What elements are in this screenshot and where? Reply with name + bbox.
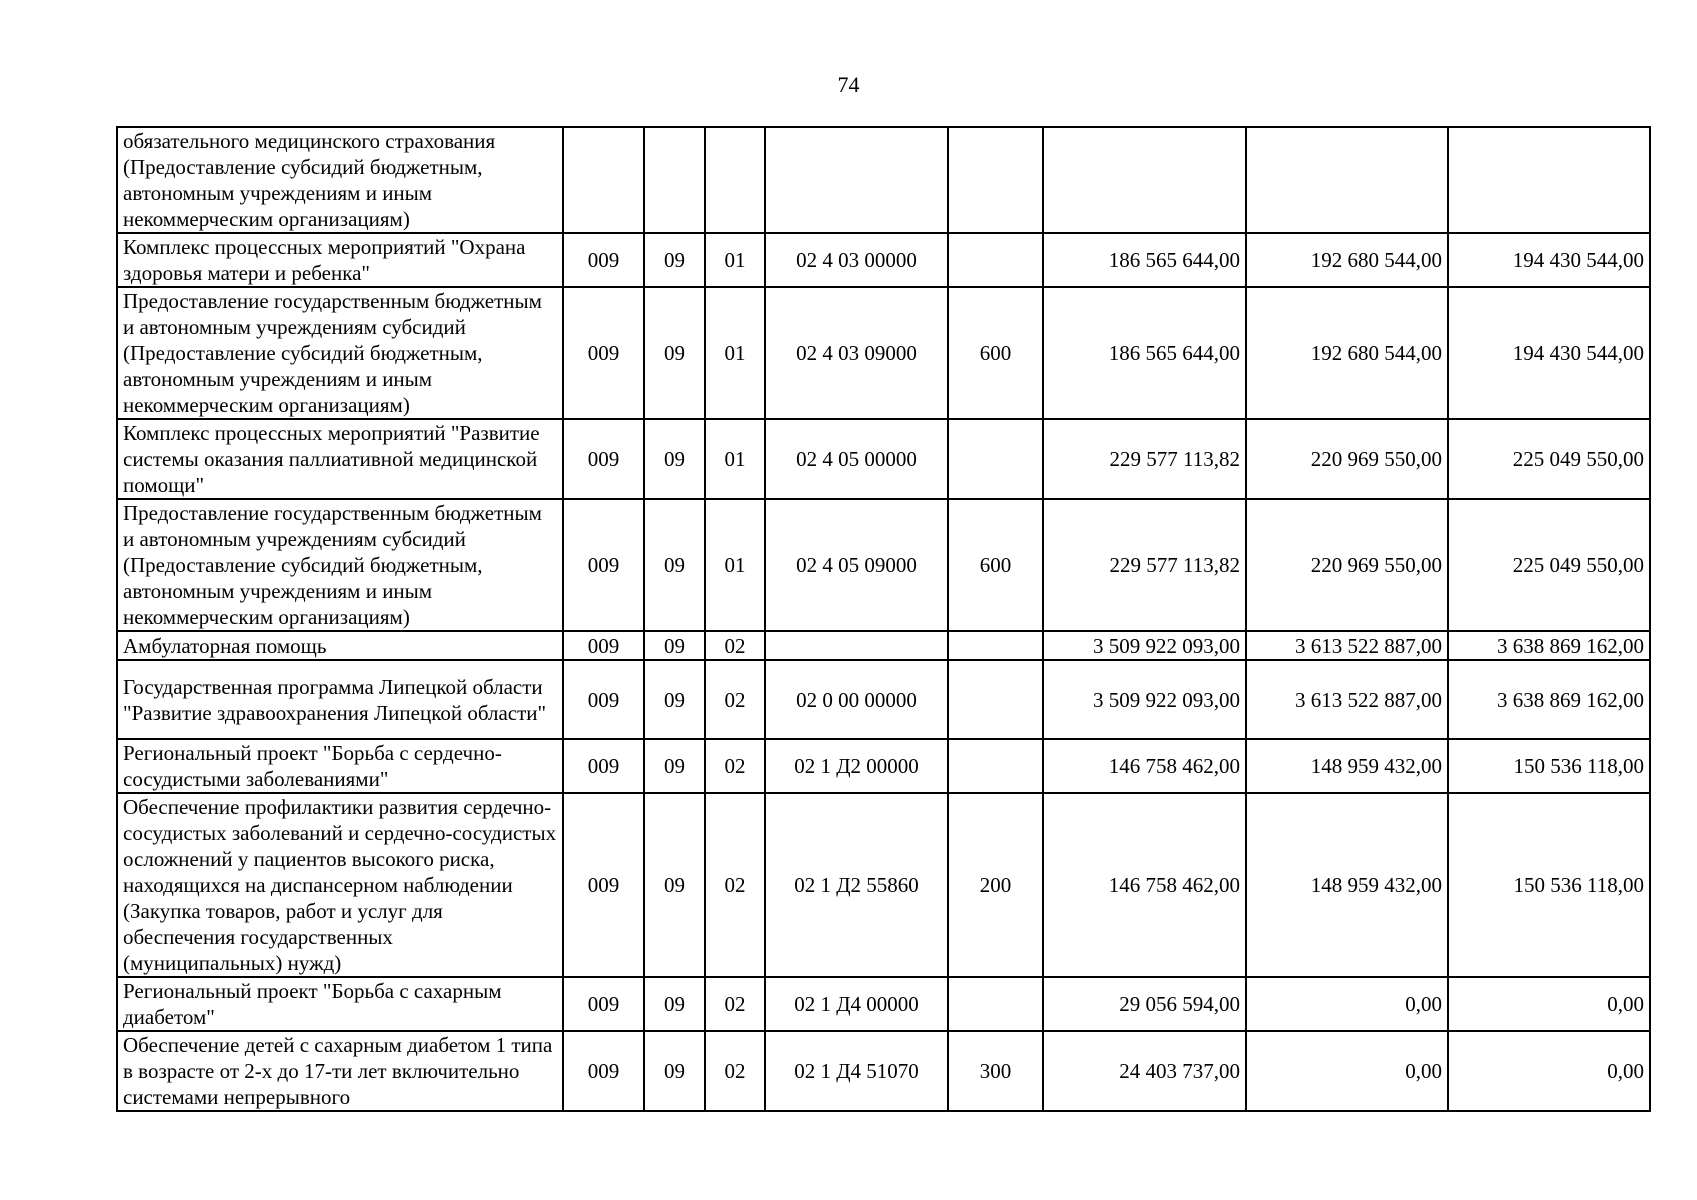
table-row: [117, 793, 1650, 977]
amount-year-2-cell: 148 959 432,00: [1246, 793, 1448, 977]
amount-year-3-cell: 150 536 118,00: [1448, 739, 1650, 793]
amount-year-2-cell: 220 969 550,00: [1246, 499, 1448, 631]
row-name-cell: Предоставление государственным бюджетным и автономным учреждениям субсидий (Предоставление субсидий бюджетным, автономным учреждениям и иным некоммерческим организациям): [117, 499, 563, 631]
ministry-code-cell: 009: [563, 977, 644, 1031]
target-article-cell: [765, 127, 948, 233]
amount-year-1-cell: 229 577 113,82: [1043, 419, 1246, 499]
subsection-code-cell: [705, 127, 765, 233]
row-name-cell: Комплекс процессных мероприятий "Развитие системы оказания паллиативной медицинской помощи": [117, 419, 563, 499]
ministry-code-cell: 009: [563, 793, 644, 977]
budget-table-body: [117, 127, 1650, 1111]
section-code-cell: 09: [644, 419, 705, 499]
section-code-cell: 09: [644, 739, 705, 793]
amount-year-3-cell: 0,00: [1448, 977, 1650, 1031]
amount-year-3-cell: 150 536 118,00: [1448, 793, 1650, 977]
amount-year-1-cell: 146 758 462,00: [1043, 739, 1246, 793]
amount-year-3-cell: 3 638 869 162,00: [1448, 631, 1650, 660]
target-article-cell: 02 4 05 00000: [765, 419, 948, 499]
amount-year-1-cell: 146 758 462,00: [1043, 793, 1246, 977]
table-row: [117, 287, 1650, 419]
amount-year-2-cell: 192 680 544,00: [1246, 233, 1448, 287]
ministry-code-cell: 009: [563, 419, 644, 499]
subsection-code-cell: 02: [705, 739, 765, 793]
row-name-cell: Комплекс процессных мероприятий "Охрана здоровья матери и ребенка": [117, 233, 563, 287]
amount-year-1-cell: 29 056 594,00: [1043, 977, 1246, 1031]
expense-type-cell: 300: [948, 1031, 1043, 1111]
expense-type-cell: [948, 977, 1043, 1031]
amount-year-1-cell: 3 509 922 093,00: [1043, 660, 1246, 739]
section-code-cell: 09: [644, 793, 705, 977]
expense-type-cell: [948, 739, 1043, 793]
section-code-cell: 09: [644, 977, 705, 1031]
expense-type-cell: 600: [948, 499, 1043, 631]
section-code-cell: 09: [644, 660, 705, 739]
amount-year-2-cell: 220 969 550,00: [1246, 419, 1448, 499]
amount-year-2-cell: 3 613 522 887,00: [1246, 660, 1448, 739]
amount-year-1-cell: 186 565 644,00: [1043, 287, 1246, 419]
amount-year-1-cell: [1043, 127, 1246, 233]
subsection-code-cell: 02: [705, 1031, 765, 1111]
page-number: 74: [837, 72, 860, 97]
section-code-cell: 09: [644, 1031, 705, 1111]
table-row: [117, 499, 1650, 631]
row-name-cell: Государственная программа Липецкой области "Развитие здравоохранения Липецкой области": [117, 660, 563, 739]
subsection-code-cell: 01: [705, 233, 765, 287]
target-article-cell: 02 0 00 00000: [765, 660, 948, 739]
table-row: [117, 1031, 1650, 1111]
expense-type-cell: [948, 127, 1043, 233]
expense-type-cell: 600: [948, 287, 1043, 419]
amount-year-2-cell: 192 680 544,00: [1246, 287, 1448, 419]
row-name-cell: обязательного медицинского страхования (Предоставление субсидий бюджетным, автономным учреждениям и иным некоммерческим организациям): [117, 127, 563, 233]
table-row: [117, 739, 1650, 793]
expense-type-cell: [948, 631, 1043, 660]
amount-year-3-cell: 194 430 544,00: [1448, 287, 1650, 419]
amount-year-2-cell: 0,00: [1246, 977, 1448, 1031]
budget-table: [116, 126, 1651, 1112]
amount-year-2-cell: 148 959 432,00: [1246, 739, 1448, 793]
ministry-code-cell: 009: [563, 1031, 644, 1111]
target-article-cell: 02 1 Д2 55860: [765, 793, 948, 977]
amount-year-3-cell: 225 049 550,00: [1448, 499, 1650, 631]
subsection-code-cell: 02: [705, 631, 765, 660]
section-code-cell: 09: [644, 499, 705, 631]
table-row: [117, 631, 1650, 660]
table-row: [117, 660, 1650, 739]
amount-year-2-cell: 0,00: [1246, 1031, 1448, 1111]
ministry-code-cell: 009: [563, 631, 644, 660]
amount-year-1-cell: 24 403 737,00: [1043, 1031, 1246, 1111]
amount-year-3-cell: 194 430 544,00: [1448, 233, 1650, 287]
table-row: [117, 233, 1650, 287]
section-code-cell: 09: [644, 233, 705, 287]
table-row: [117, 127, 1650, 233]
row-name-cell: Региональный проект "Борьба с сахарным диабетом": [117, 977, 563, 1031]
amount-year-2-cell: [1246, 127, 1448, 233]
expense-type-cell: [948, 233, 1043, 287]
ministry-code-cell: 009: [563, 499, 644, 631]
ministry-code-cell: 009: [563, 660, 644, 739]
target-article-cell: 02 4 05 09000: [765, 499, 948, 631]
ministry-code-cell: 009: [563, 233, 644, 287]
expense-type-cell: [948, 660, 1043, 739]
target-article-cell: 02 4 03 09000: [765, 287, 948, 419]
table-row: [117, 419, 1650, 499]
section-code-cell: 09: [644, 631, 705, 660]
row-name-cell: Региональный проект "Борьба с сердечно-сосудистыми заболеваниями": [117, 739, 563, 793]
amount-year-3-cell: 225 049 550,00: [1448, 419, 1650, 499]
row-name-cell: Предоставление государственным бюджетным и автономным учреждениям субсидий (Предоставление субсидий бюджетным, автономным учреждениям и иным некоммерческим организациям): [117, 287, 563, 419]
amount-year-2-cell: 3 613 522 887,00: [1246, 631, 1448, 660]
target-article-cell: 02 1 Д4 51070: [765, 1031, 948, 1111]
amount-year-1-cell: 229 577 113,82: [1043, 499, 1246, 631]
subsection-code-cell: 02: [705, 977, 765, 1031]
ministry-code-cell: [563, 127, 644, 233]
subsection-code-cell: 02: [705, 660, 765, 739]
row-name-cell: Обеспечение детей с сахарным диабетом 1 типа в возрасте от 2-х до 17-ти лет включительно системами непрерывного: [117, 1031, 563, 1111]
expense-type-cell: [948, 419, 1043, 499]
subsection-code-cell: 01: [705, 499, 765, 631]
table-row: [117, 977, 1650, 1031]
ministry-code-cell: 009: [563, 287, 644, 419]
row-name-cell: Обеспечение профилактики развития сердечно-сосудистых заболеваний и сердечно-сосудистых осложнений у пациентов высокого риска, находящихся на диспансерном наблюдении (Закупка товаров, работ и услуг для обеспечения государственных (муниципальных) нужд): [117, 793, 563, 977]
target-article-cell: [765, 631, 948, 660]
subsection-code-cell: 01: [705, 287, 765, 419]
amount-year-3-cell: 3 638 869 162,00: [1448, 660, 1650, 739]
section-code-cell: [644, 127, 705, 233]
section-code-cell: 09: [644, 287, 705, 419]
target-article-cell: 02 4 03 00000: [765, 233, 948, 287]
expense-type-cell: 200: [948, 793, 1043, 977]
amount-year-1-cell: 3 509 922 093,00: [1043, 631, 1246, 660]
subsection-code-cell: 01: [705, 419, 765, 499]
subsection-code-cell: 02: [705, 793, 765, 977]
target-article-cell: 02 1 Д4 00000: [765, 977, 948, 1031]
target-article-cell: 02 1 Д2 00000: [765, 739, 948, 793]
row-name-cell: Амбулаторная помощь: [117, 631, 563, 660]
amount-year-3-cell: 0,00: [1448, 1031, 1650, 1111]
amount-year-3-cell: [1448, 127, 1650, 233]
amount-year-1-cell: 186 565 644,00: [1043, 233, 1246, 287]
ministry-code-cell: 009: [563, 739, 644, 793]
